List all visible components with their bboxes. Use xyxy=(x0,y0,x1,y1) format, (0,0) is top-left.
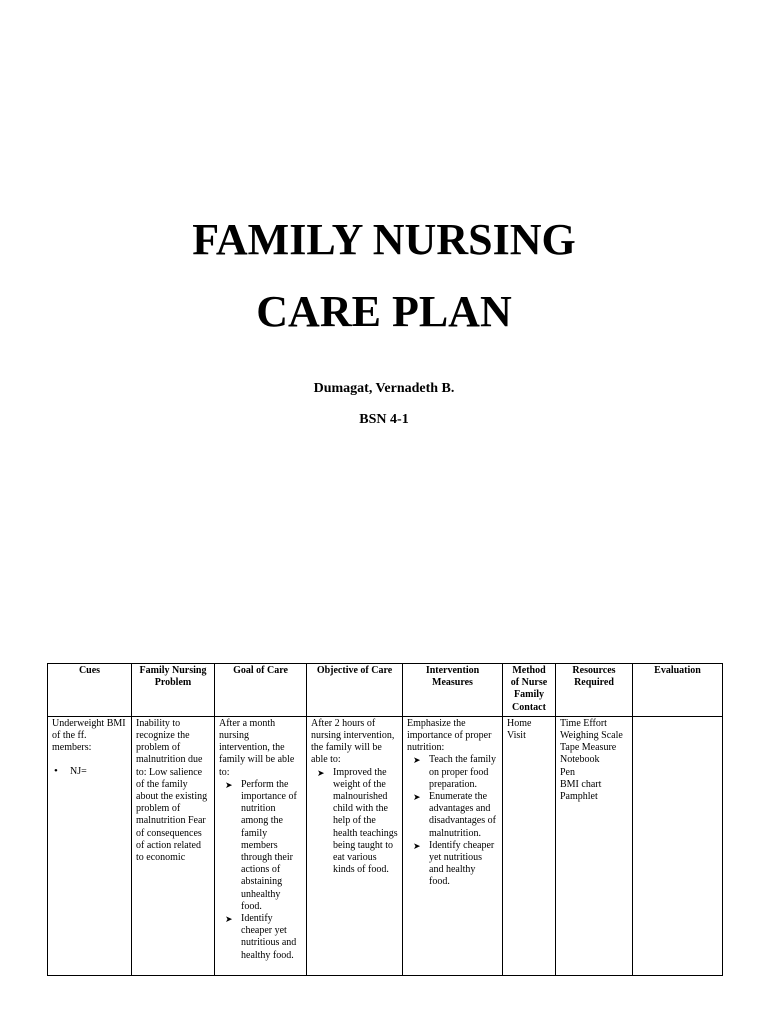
arrow-bullet-icon: ➤ xyxy=(225,779,233,790)
method-text: Home Visit xyxy=(507,717,532,742)
header-cues: Cues xyxy=(48,664,132,717)
document-title-line-2: CARE PLAN xyxy=(256,287,512,336)
intervention-item-text: Teach the family on proper food preparation. xyxy=(429,754,497,790)
cues-bullet-text: NJ= xyxy=(70,766,87,778)
resource-item: Notebook xyxy=(560,754,600,766)
objective-intro: After 2 hours of nursing intervention, the family will be able to: xyxy=(311,717,395,766)
intervention-item-text: Identify cheaper yet nutritious and healthy food. xyxy=(429,839,495,888)
arrow-bullet-icon: ➤ xyxy=(413,755,421,766)
goal-item-text: Perform the importance of nutrition among the family members through their actions of abstaining unhealthy food. xyxy=(241,778,297,912)
intervention-intro: Emphasize the importance of proper nutrition: xyxy=(407,717,492,754)
cell-method-of-contact xyxy=(503,716,556,975)
table-row xyxy=(48,716,723,975)
header-objective-of-care: Objective of Care xyxy=(307,664,403,717)
resource-item: Pamphlet xyxy=(560,791,598,803)
header-goal-of-care: Goal of Care xyxy=(215,664,307,717)
arrow-bullet-icon: ➤ xyxy=(317,767,325,778)
care-plan-table xyxy=(47,663,723,976)
arrow-bullet-icon: ➤ xyxy=(413,840,421,851)
cues-text: Underweight BMI of the ff. members: xyxy=(52,717,126,754)
header-evaluation: Evaluation xyxy=(633,664,723,717)
goal-intro: After a month nursing intervention, the family will be able to: xyxy=(219,717,295,778)
cell-evaluation xyxy=(633,716,723,975)
resource-item: Tape Measure xyxy=(560,742,617,754)
header-method-of-contact: Method of Nurse Family Contact xyxy=(503,664,556,717)
problem-text: Inability to recognize the problem of malnutrition due to: Low salience of the family about the existing problem of malnutrition Fear of consequences of action related to economic xyxy=(136,717,208,864)
header-intervention-measures: Intervention Measures xyxy=(403,664,503,717)
document-title-line-1: FAMILY NURSING xyxy=(192,215,576,264)
cell-cues xyxy=(48,716,132,975)
list-item xyxy=(219,779,302,913)
list-item xyxy=(311,767,398,877)
cell-family-nursing-problem xyxy=(132,716,215,975)
resource-item: Time Effort xyxy=(560,717,607,729)
author-name: Dumagat, Vernadeth B. xyxy=(313,381,455,396)
header-resources-required: Resources Required xyxy=(556,664,633,717)
goal-item-text: Identify cheaper yet nutritious and healthy food. xyxy=(241,913,297,961)
arrow-bullet-icon: ➤ xyxy=(225,914,233,925)
intervention-item-text: Enumerate the advantages and disadvantages of malnutrition. xyxy=(429,791,496,839)
cell-intervention-measures xyxy=(403,716,503,975)
list-item xyxy=(407,791,498,840)
class-section: BSN 4-1 xyxy=(359,412,409,427)
resource-item: BMI chart xyxy=(560,778,602,790)
header-family-nursing-problem: Family Nursing Problem xyxy=(132,664,215,717)
arrow-bullet-icon: ➤ xyxy=(413,792,421,803)
list-item xyxy=(407,754,498,791)
objective-item-text: Improved the weight of the malnourished child with the help of the health teachings being taught to eat various kinds of food. xyxy=(333,766,398,876)
cell-objective-of-care xyxy=(307,716,403,975)
cell-goal-of-care xyxy=(215,716,307,975)
cell-resources-required xyxy=(556,716,633,975)
resource-item: Pen xyxy=(560,766,575,778)
list-item xyxy=(219,913,302,962)
table-header-row xyxy=(48,664,723,717)
list-item xyxy=(407,840,498,889)
list-item xyxy=(52,766,127,778)
bullet-icon: • xyxy=(54,765,58,778)
resource-item: Weighing Scale xyxy=(560,730,623,742)
